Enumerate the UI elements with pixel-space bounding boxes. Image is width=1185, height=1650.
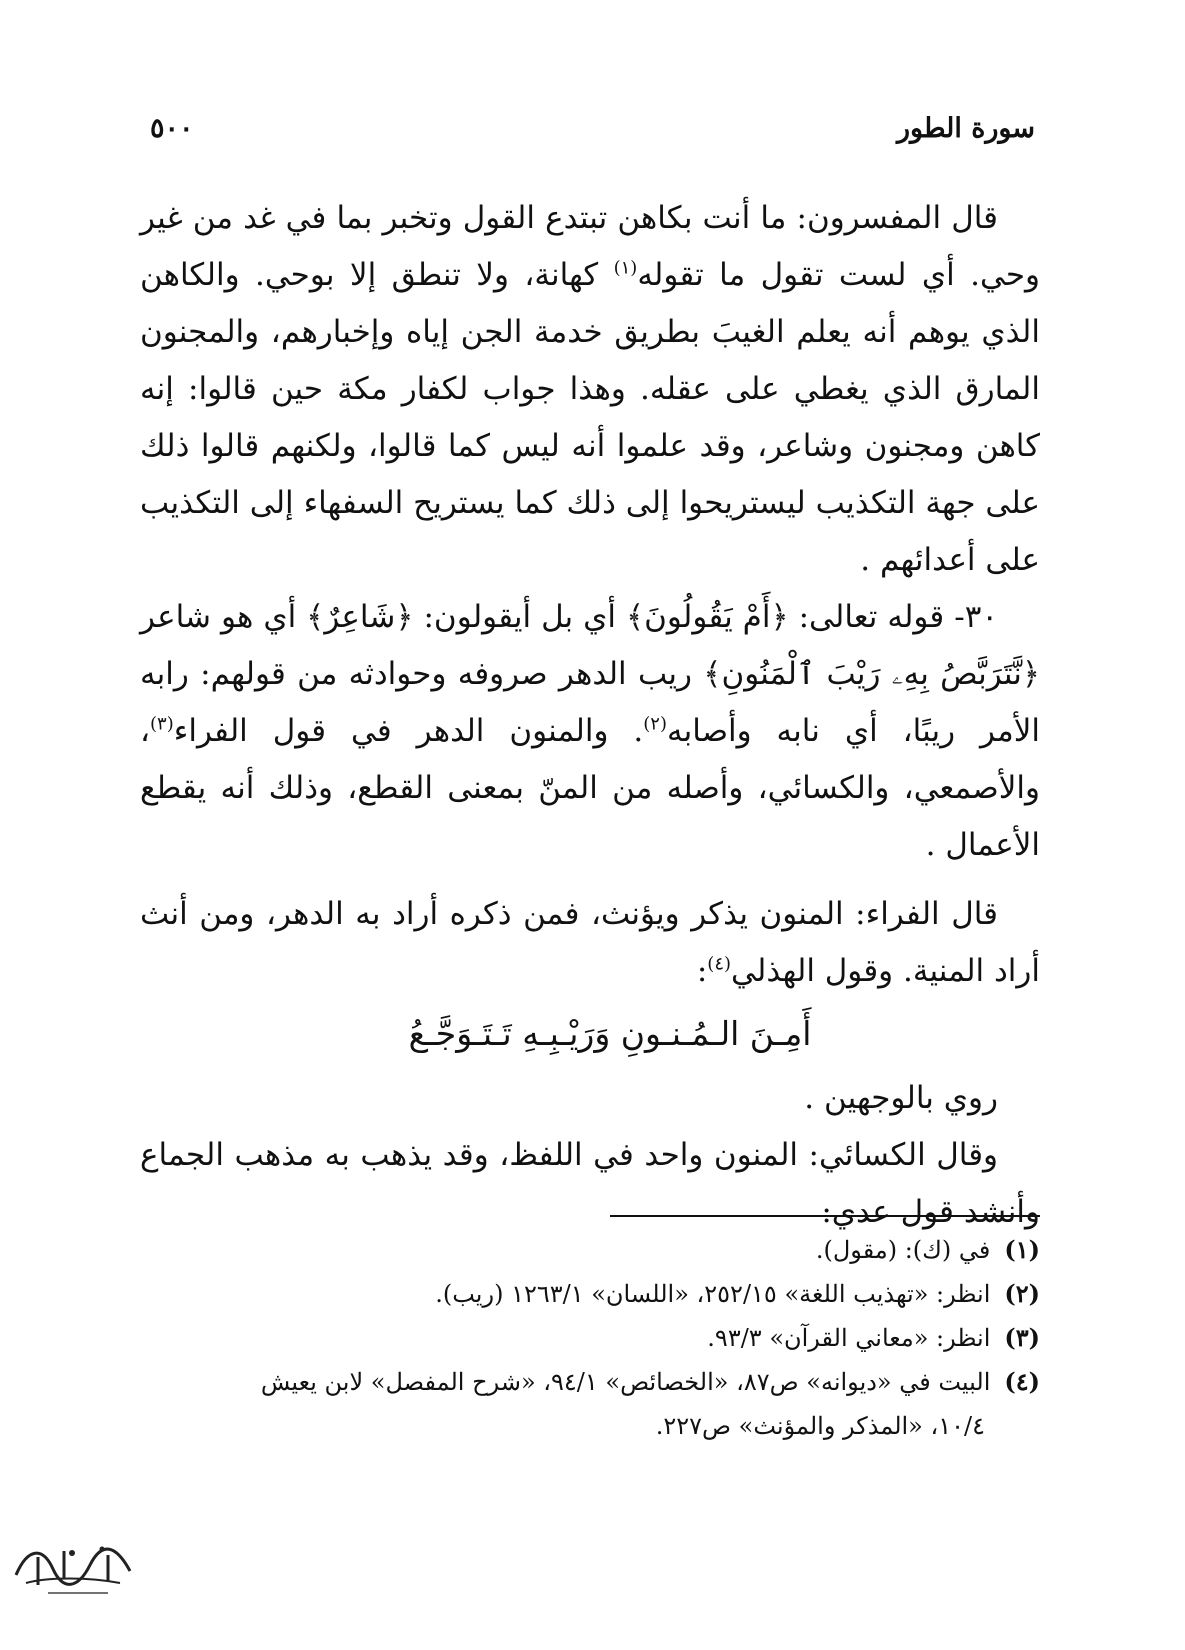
footnote-4: (٤)البيت في «ديوانه» ص٨٧، «الخصائص» ٩٤/١، «شرح المفصل» لابن يعيش — [260, 1367, 1040, 1396]
footnotes — [140, 1228, 1040, 1448]
footnote-ref-2[interactable]: (٢) — [643, 713, 667, 735]
footnote-number: (٢) — [1004, 1279, 1040, 1308]
footnote-4-continued: ١٠/٤، «المذكر والمؤنث» ص٢٢٧. — [655, 1412, 985, 1440]
footnote-number: (٣) — [1004, 1323, 1040, 1352]
poetry-verse: أَمِـنَ الـمُـنـونِ وَرَيْـبِـهِ تَـتَـوَجَّـعُ — [408, 1014, 812, 1053]
main-text — [140, 190, 1040, 1241]
footnote-divider — [610, 1215, 1040, 1217]
paragraph-3: قال الفراء: المنون يذكر ويؤنث، فمن ذكره أراد به الدهر، ومن أنث أراد المنية. وقول الهذلي$^{(٤)}$: — [140, 896, 1040, 989]
footnote-number: (٤) — [1004, 1367, 1040, 1396]
paragraph-1: قال المفسرون: ما أنت بكاهن تبتدع القول وتخبر بما في غد من غير وحي. أي لست تقول ما تقوله$^{(١)}$ كهانة، ولا تنطق إلا بوحي. والكاهن الذي يوهم أنه يعلم الغيبَ بطريق خدمة الجن إياه وإخبارهم، والمجنون المارق الذي يغطي على عقله. وهذا جواب لكفار مكة حين قالوا: إنه كاهن ومجنون وشاعر، وقد علموا أنه ليس كما قالوا، ولكنهم قالوا ذلك على جهة التكذيب ليستريحوا إلى ذلك كما يستريح السفهاء إلى التكذيب على أعدائهم . — [140, 200, 1040, 578]
watermark-logo — [8, 1527, 138, 1602]
paragraph-2: ٣٠- قوله تعالى: ﴿أَمْ يَقُولُونَ﴾ أي بل أيقولون: ﴿شَاعِرٌ﴾ أي هو شاعر ﴿نَّتَرَبَّصُ بِهِۦ رَيْبَ ٱلْمَنُونِ﴾ ريب الدهر صروفه وحوادثه من قولهم: رابه الأمر ريبًا، أي نابه وأصابه$^{(٢)}$. والمنون الدهر في قول الفراء$^{(٣)}$، والأصمعي، والكسائي، وأصله من المنّ بمعنى القطع، وذلك أنه يقطع الأعمال . — [140, 599, 1040, 863]
surah-title: سورة الطور — [896, 112, 1035, 144]
paragraph-5: وقال الكسائي: المنون واحد في اللفظ، وقد يذهب به مذهب الجماع وأنشد قول عدي: — [140, 1137, 1040, 1230]
footnote-ref-4[interactable]: (٤) — [707, 953, 732, 975]
footnote-ref-3[interactable]: (٣) — [150, 713, 174, 735]
page-number: ٥٠٠ — [150, 112, 194, 144]
paragraph-4: روي بالوجهين . — [804, 1080, 998, 1116]
footnote-ref-1[interactable]: (١) — [613, 257, 638, 279]
footnote-2: (٢)انظر: «تهذيب اللغة» ٢٥٢/١٥، «اللسان» ١٢٦٣/١ (ريب). — [435, 1279, 1040, 1308]
footnote-number: (١) — [1004, 1235, 1040, 1264]
footnote-3: (٣)انظر: «معاني القرآن» ٩٣/٣. — [707, 1323, 1040, 1352]
running-head — [150, 108, 1035, 148]
footnote-1: (١)في (ك): (مقول). — [815, 1235, 1040, 1264]
